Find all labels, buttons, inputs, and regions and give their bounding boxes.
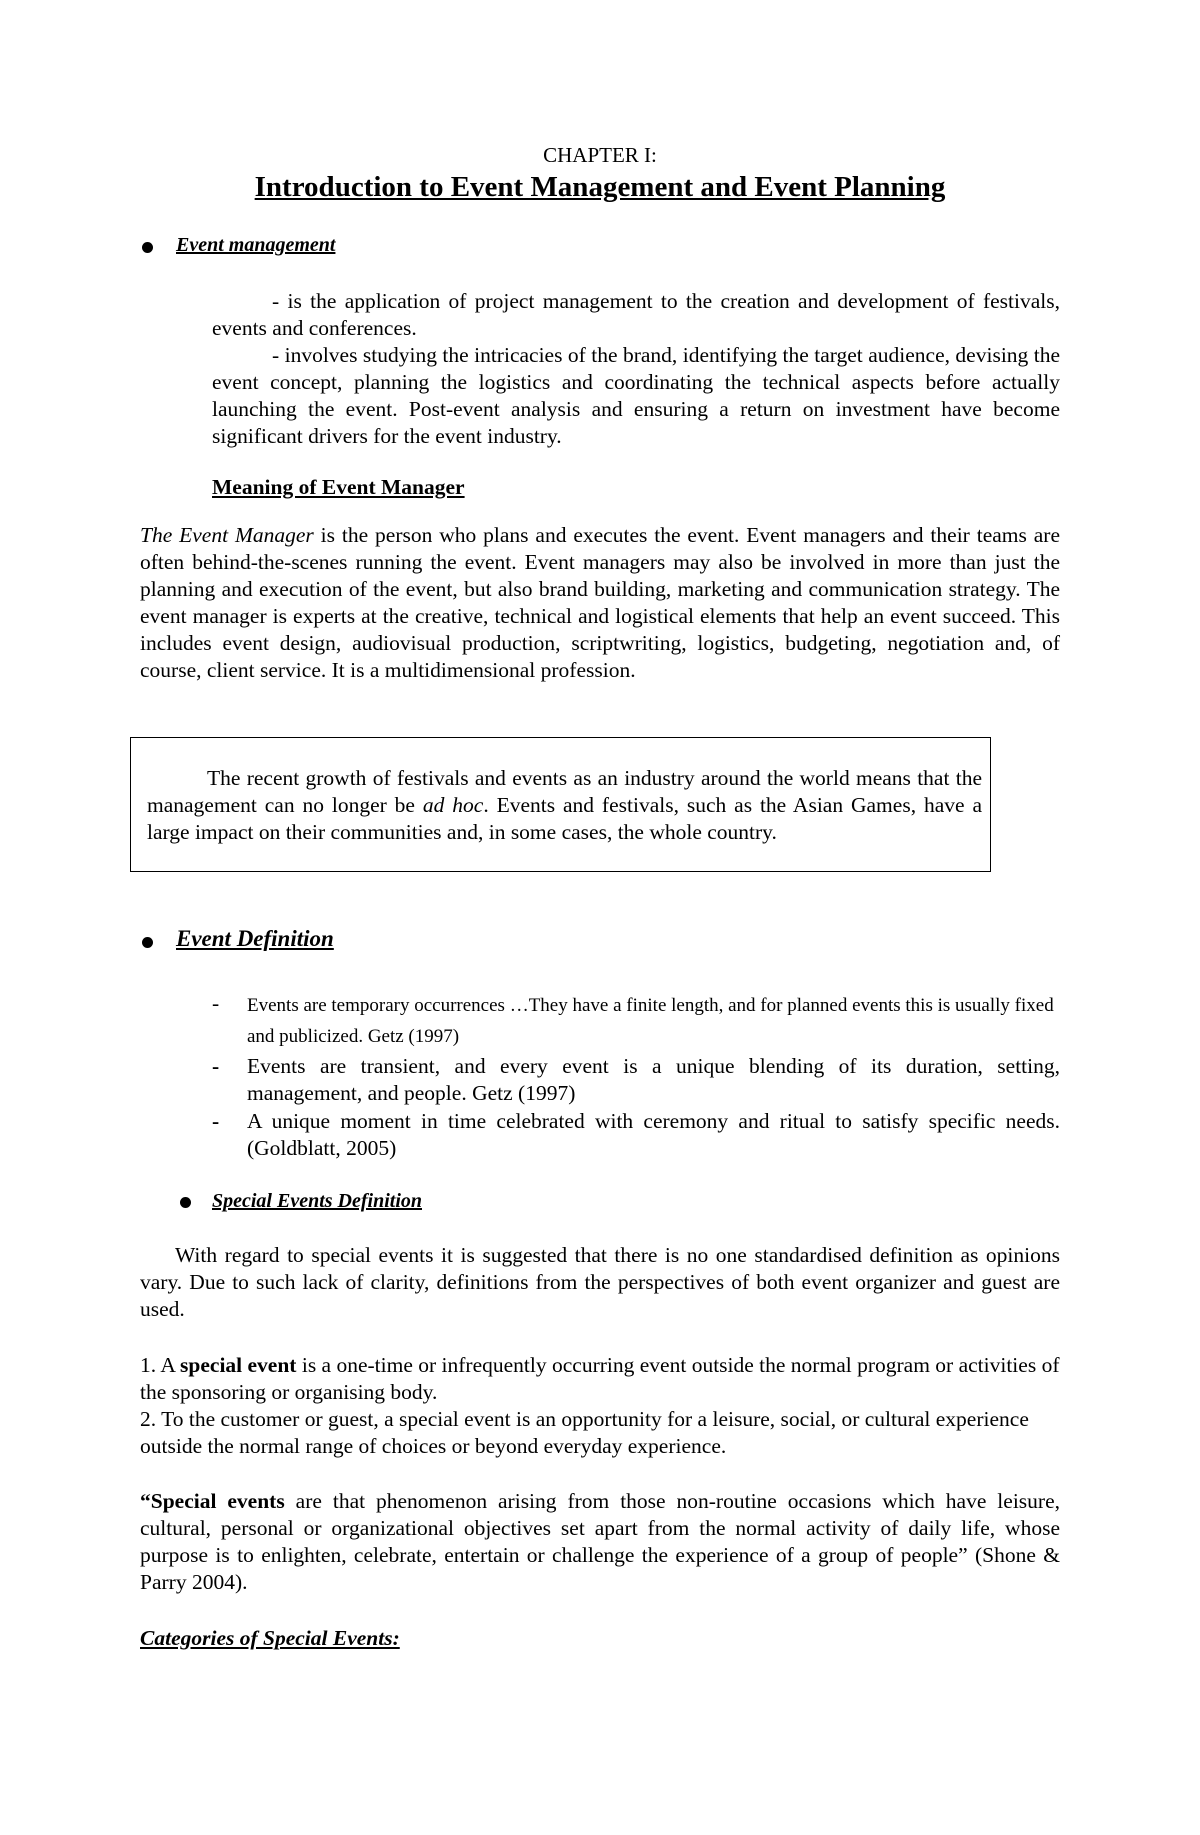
meaning-lead: The Event Manager	[140, 523, 314, 547]
heading-meaning-event-manager: Meaning of Event Manager	[212, 475, 465, 499]
def-dash-3: -	[212, 1109, 220, 1133]
special-events-intro: With regard to special events it is suggested that there is no one standardised definition as opinions vary. Due to such lack of clarity, definitions from the perspectives of both event organizer and guest are used.	[140, 1243, 1060, 1321]
event-management-para-2: - involves studying the intricacies of the brand, identifying the target audience, devising the event concept, planning the logistics and coordinating the technical aspects before actually launching the event. Post-event analysis and ensuring a return on investment have become significant drivers for the event industry.	[212, 343, 1060, 448]
def-dash-2: -	[212, 1054, 220, 1078]
note-italic: ad hoc	[422, 793, 484, 817]
special-def-2: 2. To the customer or guest, a special event is an opportunity for a leisure, social, or cultural experience outside the normal range of choices or beyond everyday experience.	[140, 1407, 1029, 1458]
heading-event-management: Event management	[176, 234, 336, 256]
event-management-para-1: - is the application of project management to the creation and development of festivals, events and conferences.	[212, 289, 1060, 340]
meaning-paragraph	[140, 522, 1060, 684]
quote-bold: “Special events	[140, 1489, 285, 1513]
chapter-label: CHAPTER I:	[543, 143, 657, 167]
page-title: Introduction to Event Management and Event Planning	[254, 171, 946, 203]
heading-categories: Categories of Special Events:	[140, 1626, 400, 1650]
bullet-icon	[142, 937, 153, 948]
bullet-icon	[180, 1197, 191, 1208]
def-item-2: Events are transient, and every event is a unique blending of its duration, setting, management, and people. Getz (1997)	[247, 1054, 1060, 1105]
special-def-1-rest: is a one-time or infrequently occurring event outside the normal program or activities of the sponsoring or organising body.	[140, 1353, 1060, 1404]
def-dash-1: -	[212, 991, 220, 1015]
special-def-1-bold: special event	[180, 1353, 297, 1377]
special-def-1-prefix: 1. A	[140, 1353, 181, 1377]
def-item-1: Events are temporary occurrences …They have a finite length, and for planned events this is usually fixed and publicized. Getz (1997)	[247, 995, 1054, 1047]
quote-rest: are that phenomenon arising from those non-routine occasions which have leisure, cultural, personal or organizational objectives set apart from the normal activity of daily life, whose purpose is to enlighten, celebrate, entertain or challenge the experience of a group of people” (Shone & Parry 2004).	[140, 1489, 1060, 1594]
special-def-1	[140, 1352, 1060, 1406]
def-item-3: A unique moment in time celebrated with ceremony and ritual to satisfy specific needs. (Goldblatt, 2005)	[247, 1109, 1060, 1160]
heading-event-definition: Event Definition	[176, 926, 334, 951]
note-part-2: . Events and festivals, such as the Asian Games, have a large impact on their communities and, in some cases, the whole country.	[147, 793, 982, 844]
note-part-1: The recent growth of festivals and events as an industry around the world means that the management can no longer be	[147, 766, 982, 817]
bullet-icon	[142, 242, 153, 253]
special-events-quote	[140, 1488, 1060, 1596]
heading-special-events: Special Events Definition	[212, 1190, 422, 1212]
meaning-body: is the person who plans and executes the event. Event managers and their teams are often behind-the-scenes running the event. Event managers may also be involved in more than just the planning and execution of the event, but also brand building, marketing and communication strategy. The event manager is experts at the creative, technical and logistical elements that help an event succeed. This includes event design, audiovisual production, scriptwriting, logistics, budgeting, negotiation and, of course, client service. It is a multidimensional profession.	[140, 523, 1060, 682]
note-box-text	[147, 765, 982, 846]
